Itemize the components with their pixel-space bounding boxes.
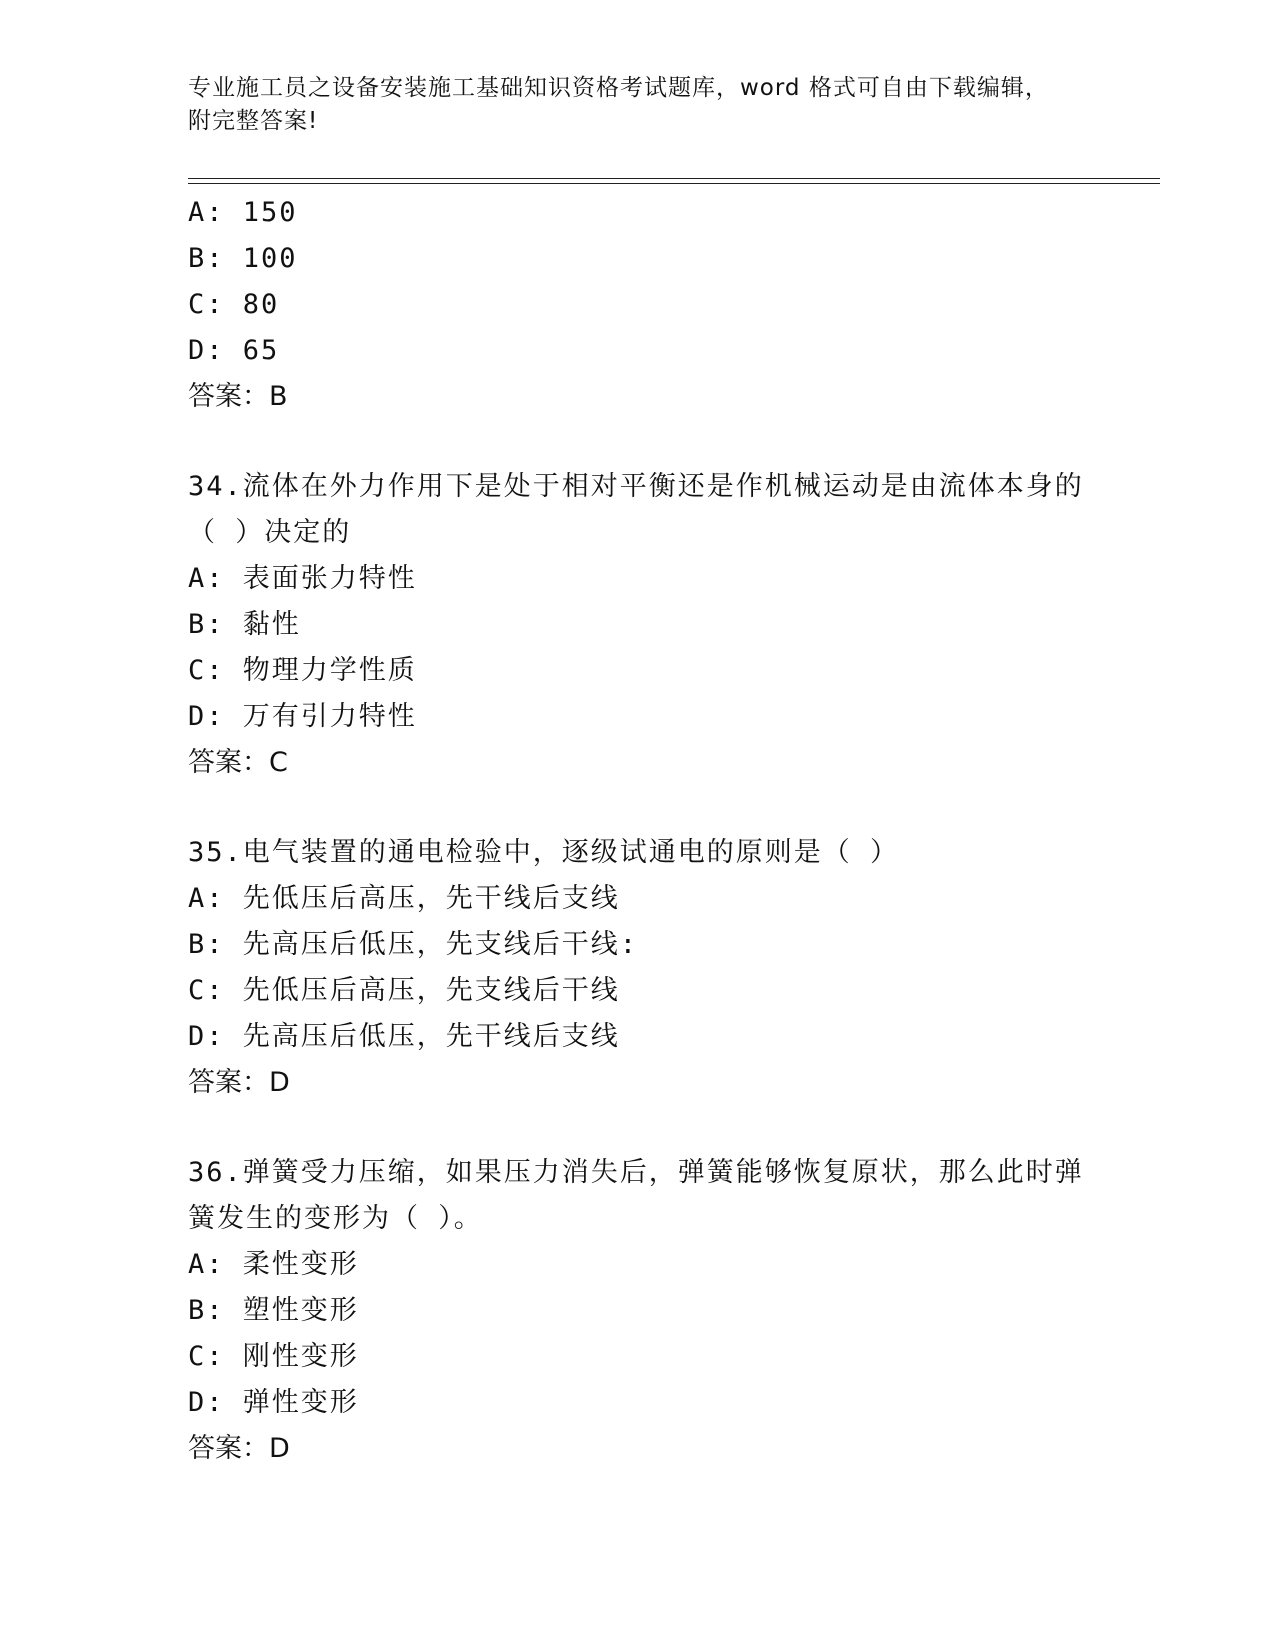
question-block-36	[188, 1150, 1108, 1472]
header-divider-bottom	[188, 183, 1160, 184]
option-a: A: 150	[188, 197, 298, 228]
answer-line: 答案：D	[188, 1067, 290, 1098]
question-block-34	[188, 464, 1108, 786]
question-stem-line: 35.电气装置的通电检验中，逐级试通电的原则是（ ）	[188, 837, 900, 868]
answer-line: 答案：D	[188, 1433, 290, 1464]
option-a: A: 表面张力特性	[188, 563, 417, 594]
question-block-33	[188, 190, 1108, 420]
question-list	[188, 190, 1108, 1472]
question-stem-line: （ ）决定的	[188, 517, 352, 548]
option-d: D: 65	[188, 335, 280, 366]
question-stem-line: 34.流体在外力作用下是处于相对平衡还是作机械运动是由流体本身的	[188, 471, 1084, 502]
option-a: A: 先低压后高压，先干线后支线	[188, 883, 620, 914]
answer-line: 答案：C	[188, 747, 288, 778]
option-d: D: 弹性变形	[188, 1387, 359, 1418]
question-stem-line: 36.弹簧受力压缩，如果压力消失后，弹簧能够恢复原状，那么此时弹	[188, 1157, 1084, 1188]
answer-line: 答案：B	[188, 381, 288, 412]
header-line-1: 专业施工员之设备安装施工基础知识资格考试题库，word 格式可自由下载编辑，	[188, 75, 1049, 101]
document-header	[188, 72, 1088, 138]
option-c: C: 先低压后高压，先支线后干线	[188, 975, 620, 1006]
option-d: D: 先高压后低压，先干线后支线	[188, 1021, 620, 1052]
option-b: B: 黏性	[188, 609, 301, 640]
option-d: D: 万有引力特性	[188, 701, 417, 732]
option-c: C: 物理力学性质	[188, 655, 417, 686]
option-c: C: 刚性变形	[188, 1341, 359, 1372]
option-b: B: 先高压后低压，先支线后干线:	[188, 929, 639, 960]
question-stem-line: 簧发生的变形为（ ）。	[188, 1203, 483, 1234]
header-divider-top	[188, 178, 1160, 179]
option-b: B: 塑性变形	[188, 1295, 359, 1326]
option-a: A: 柔性变形	[188, 1249, 359, 1280]
option-c: C: 80	[188, 289, 280, 320]
header-line-2: 附完整答案!	[188, 108, 319, 134]
option-b: B: 100	[188, 243, 298, 274]
question-block-35	[188, 830, 1108, 1106]
